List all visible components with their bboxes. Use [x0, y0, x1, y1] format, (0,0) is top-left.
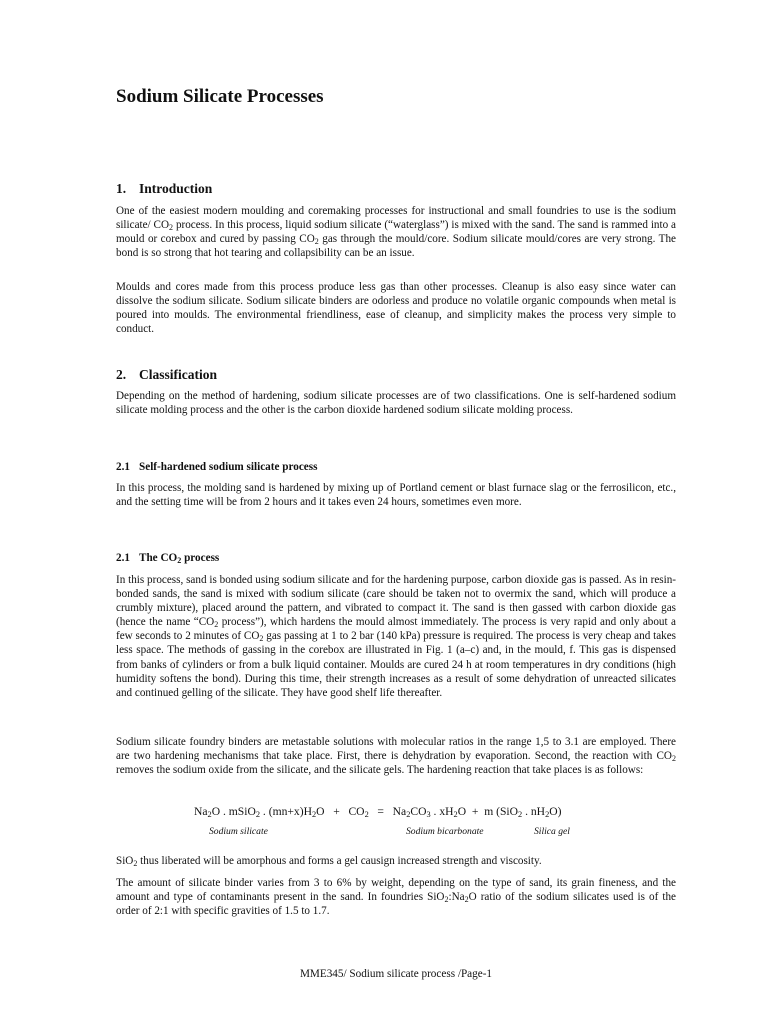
- co2-paragraph-3: SiO$_2$ thus liberated will be amorphous and forms a gel causign increased strength and viscosity.: [116, 855, 542, 868]
- equation-label-sodium-silicate: Sodium silicate: [209, 826, 268, 837]
- hardening-reaction-equation: $Na_2O$ . mSiO$_2$ . $(mn+x)H_2O + CO_2 = Na_2CO_3$ . $xH_2O + m$ (SiO$_2$ . $nH_2O$): [194, 805, 562, 820]
- classification-paragraph: Depending on the method of hardening, sodium silicate processes are of two classifications. One is self-hardened sodium silicate molding process and the other is the carbon dioxide hardened sodium silicate molding process.: [116, 390, 676, 417]
- equation-label-silica-gel: Silica gel: [534, 826, 570, 837]
- subsection-heading-self-hardened: 2.1 Self-hardened sodium silicate process: [116, 461, 318, 473]
- co2-paragraph-1: In this process, sand is bonded using sodium silicate and for the hardening purpose, carbon dioxide gas is passed. As in resin-bonded sands, the sand is mixed with sodium silicate (care should be taken not to overmix the sand, which will produce a crumbly mixture), placed around the pattern, and vibrated to compact it. The sand is then gassed with carbon dioxide gas (hence the name “$CO_2$ process”), which hardens the mould almost immediately. The process is very rapid and only about a few seconds to 2 minutes of $CO_2$ gas passing at 1 to 2 bar (140 kPa) pressure is required. The process is very cheap and takes less space. The methods of gassing in the corebox are illustrated in Fig. 1 (a–c) and, in the mould, f. This gas is dispensed from banks of cylinders or from a bulk liquid container. Moulds are cured 24 h at room temperatures in dry conditions (high humidity softens the bond). During this time, their strength increases as a result of some dehydration of unreacted silicates and continued gelling of the silicate. They have good shelf life thereafter.: [116, 574, 677, 699]
- co2-paragraph-2: Sodium silicate foundry binders are metastable solutions with molecular ratios in the range 1,5 to 3.1 are employed. There are two hardening mechanisms that take place. First, there is dehydration by evaporation. Second, the reaction with $CO_2$ removes the sodium oxide from the silicate, and the silicate gels. The hardening reaction that take places is as follows:: [116, 736, 676, 777]
- self-hardened-paragraph: In this process, the molding sand is hardened by mixing up of Portland cement or blast furnace slag or the ferrosilicon, etc., and the setting time will be from 2 hours and it takes even 24 hours, sometimes even more.: [116, 482, 676, 509]
- page-footer: MME345/ Sodium silicate process /Page-1: [299, 968, 493, 980]
- section-heading-classification: 2. Classification: [116, 367, 218, 382]
- equation-label-sodium-bicarbonate: Sodium bicarbonate: [406, 826, 484, 837]
- section-heading-introduction: 1. Introduction: [116, 181, 213, 196]
- page-title: Sodium Silicate Processes: [116, 86, 324, 107]
- co2-paragraph-4: The amount of silicate binder varies from 3 to 6% by weight, depending on the type of sand, its grain fineness, and the amount and type of contaminants present in the sand. In foundries $SiO_2:Na_2O$ ratio of the sodium silicates used is of the order of 2:1 with specific gravities of 1.5 to 1.7.: [116, 877, 676, 918]
- intro-paragraph-1: One of the easiest modern moulding and coremaking processes for instructional and small foundries to use is the sodium silicate/ $CO_2$ process. In this process, liquid sodium silicate (“waterglass”) is mixed with the sand. The sand is rammed into a mould or corebox and cured by passing $CO_2$ gas through the mould/core. Sodium silicate mould/cores are very strong. The bond is so strong that hot tearing and collapsibility can be an issue.: [116, 205, 676, 260]
- intro-paragraph-2: Moulds and cores made from this process produce less gas than other processes. Cleanup is also easy since water can dissolve the sodium silicate. Sodium silicate binders are odorless and produce no volatile organic compounds when metal is poured into moulds. The environmental friendliness, ease of cleanup, and simplicity makes the process very simple to conduct.: [116, 281, 676, 336]
- subsection-heading-co2-process: 2.1 The $CO_2$ process: [116, 552, 220, 566]
